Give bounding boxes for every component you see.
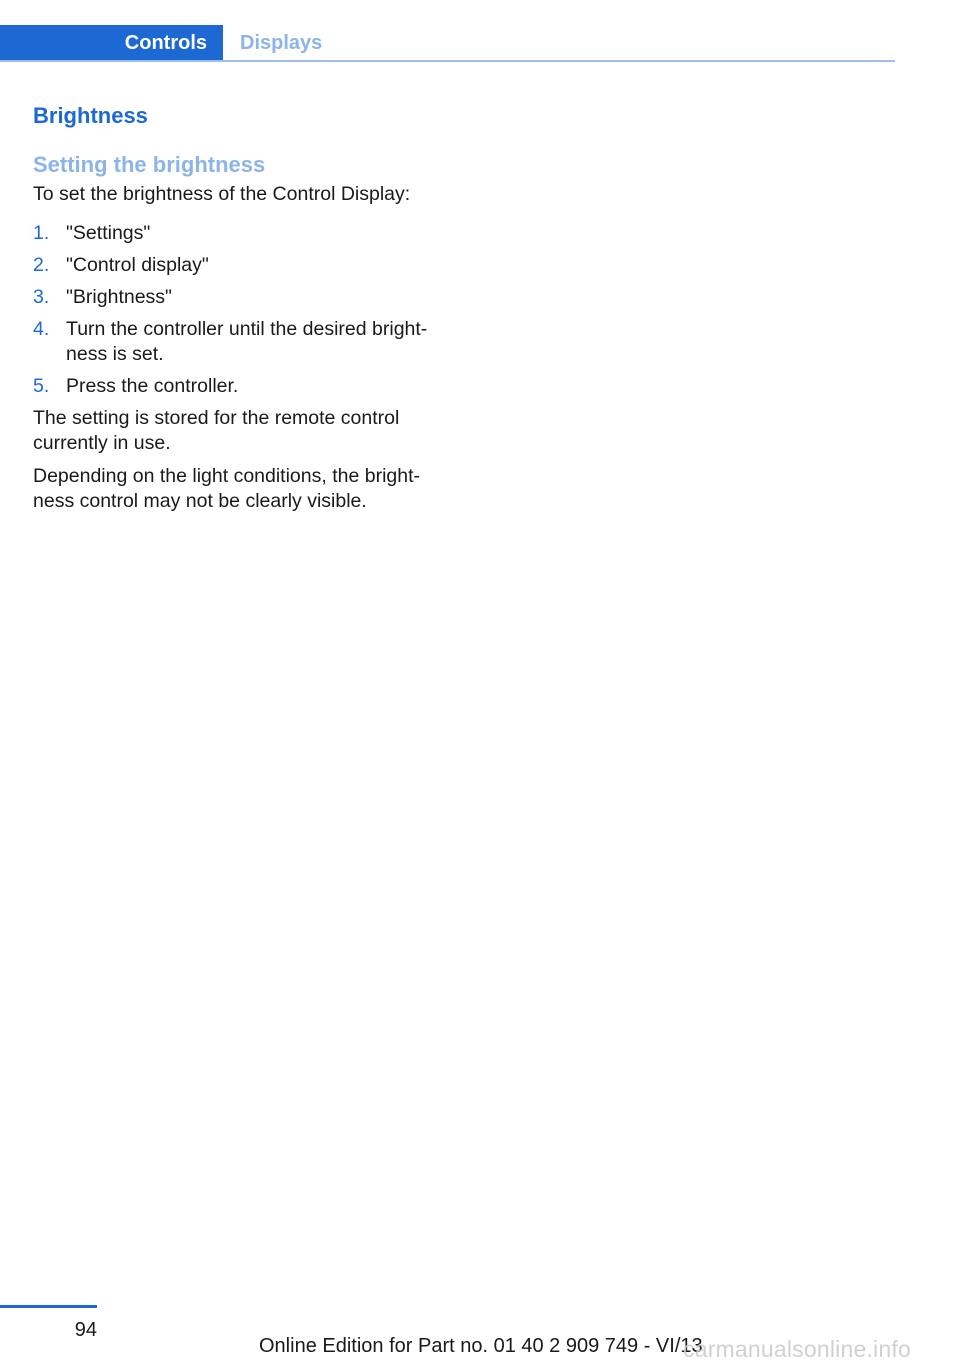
list-item — [33, 317, 453, 367]
step-text: "Settings" — [66, 222, 151, 244]
watermark: carmanualsonline.info — [683, 1336, 911, 1362]
header-divider — [0, 60, 895, 62]
step-text: "Brightness" — [66, 286, 172, 308]
tab-displays[interactable]: Displays — [240, 32, 323, 54]
body-paragraph: The setting is stored for the remote control currently in use. — [33, 407, 400, 454]
page-number: 94 — [74, 1319, 97, 1341]
step-number: 5. — [33, 375, 50, 397]
step-number: 3. — [33, 286, 50, 308]
section-title: Brightness — [33, 103, 148, 128]
body-paragraph: Depending on the light conditions, the bright‐ness control may not be clearly visible. — [33, 465, 421, 512]
step-number: 4. — [33, 318, 50, 340]
tab-controls[interactable]: Controls — [0, 25, 223, 61]
intro-text: To set the brightness of the Control Display: — [33, 183, 411, 205]
step-text: Press the controller. — [66, 375, 239, 397]
step-text: "Control display" — [66, 254, 209, 276]
step-number: 1. — [33, 222, 50, 244]
page-content — [33, 100, 453, 514]
list-item — [33, 285, 453, 310]
list-item — [33, 253, 453, 278]
steps-list — [33, 221, 453, 399]
list-item — [33, 221, 453, 246]
subsection-title: Setting the brightness — [33, 152, 266, 177]
step-number: 2. — [33, 254, 50, 276]
header-bar — [0, 25, 895, 61]
list-item — [33, 374, 453, 399]
edition-text: Online Edition for Part no. 01 40 2 909 749 - VI/13 — [259, 1335, 703, 1357]
step-text: Turn the controller until the desired bright‐ness is set. — [66, 318, 428, 365]
footer-divider — [0, 1305, 97, 1308]
